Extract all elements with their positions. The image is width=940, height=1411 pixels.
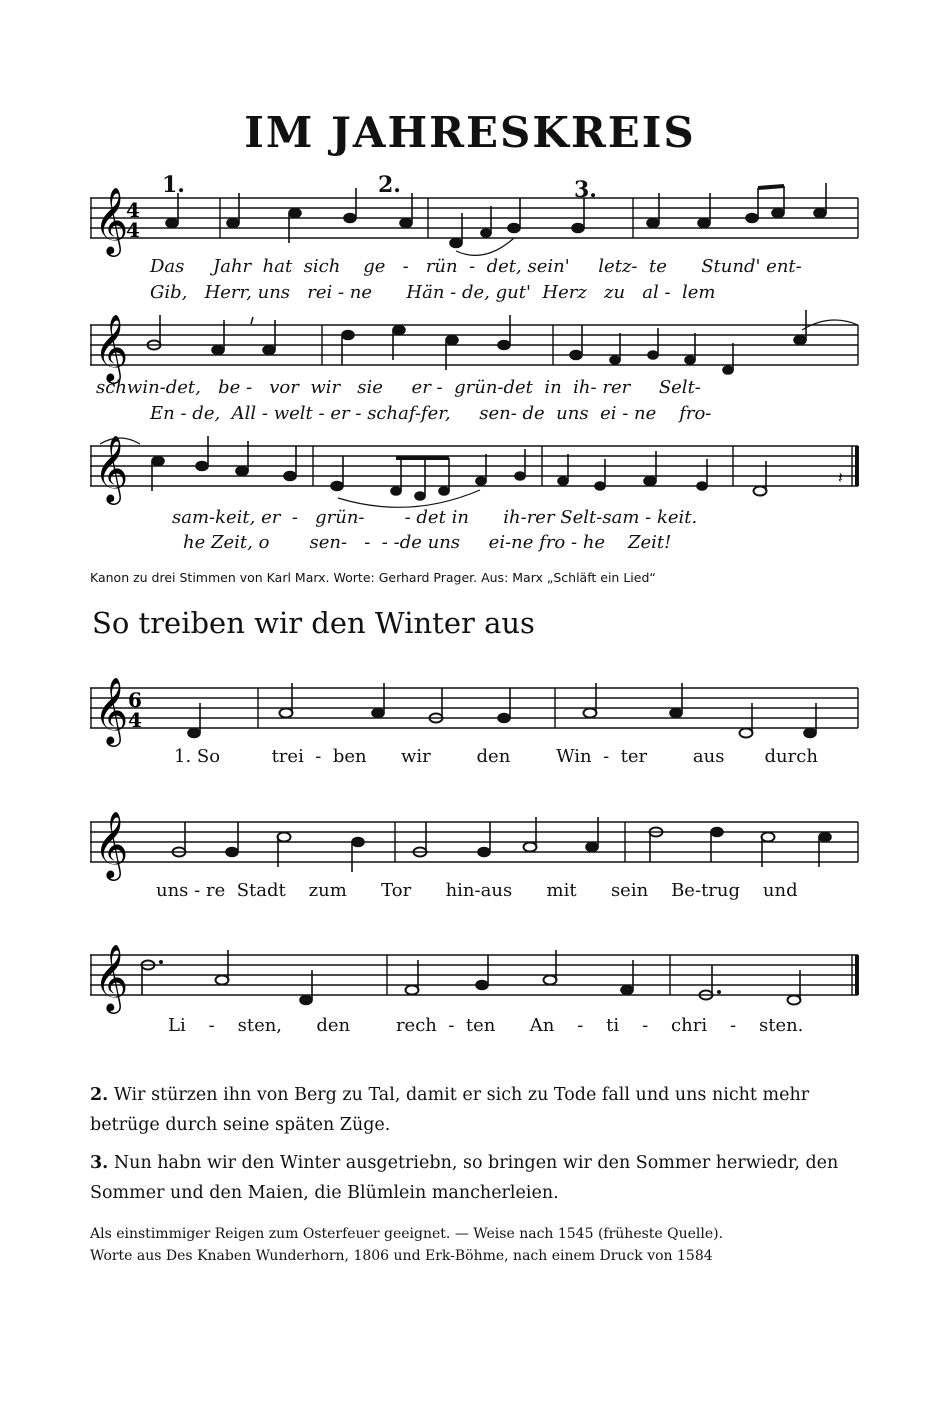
lyric: sich	[303, 256, 341, 277]
lyric: te	[648, 256, 667, 277]
lyric: re	[206, 880, 226, 901]
lyric: sie	[357, 377, 383, 398]
lyric: mit	[546, 880, 577, 901]
lyric: ti	[606, 1015, 620, 1036]
lyric: Selt-sam	[560, 507, 640, 528]
lyric: Tor	[381, 880, 412, 901]
song1-credit: Kanon zu drei Stimmen von Karl Marx. Worte: Gerhard Prager. Aus: Marx „Schläft ein Lied“	[90, 570, 656, 585]
lyric: ben	[332, 746, 367, 767]
treble-clef-icon: 𝄞	[94, 434, 129, 502]
lyric: -	[645, 507, 652, 528]
lyric: det,	[486, 256, 522, 277]
lyric: -	[208, 1015, 215, 1036]
lyric: er	[330, 403, 350, 424]
treble-clef-icon: 𝄞	[94, 313, 129, 381]
lyric: keit.	[656, 507, 698, 528]
lyric: sein'	[527, 256, 570, 277]
lyric: -	[364, 532, 371, 553]
lyric: de,	[461, 282, 490, 303]
lyric: ne	[349, 282, 373, 303]
lyric: uns	[427, 532, 461, 553]
lyric: al	[642, 282, 659, 303]
song2-title: So treiben wir den Winter aus	[92, 606, 535, 640]
lyric: All	[231, 403, 257, 424]
song1-staff-1	[90, 186, 860, 254]
lyric: wir	[310, 377, 341, 398]
lyric: ne	[634, 403, 657, 424]
lyric: -	[571, 532, 578, 553]
verse-number: 2.	[90, 1085, 109, 1105]
lyric: ter	[620, 746, 648, 767]
song1-staff-2	[90, 313, 860, 381]
lyric: de,	[192, 403, 221, 424]
lyric: be	[218, 377, 241, 398]
lyric: he	[183, 532, 206, 553]
lyric: -	[194, 880, 201, 901]
rest-icon: 𝄽	[838, 468, 843, 487]
lyric: Li	[168, 1015, 186, 1036]
lyric: hin	[445, 880, 475, 901]
lyric: -	[381, 532, 388, 553]
song2-lyrics-1	[174, 746, 818, 767]
lyric: grün-	[315, 507, 365, 528]
canon-mark-1: 1.	[162, 172, 185, 198]
lyric: rech	[395, 1015, 437, 1036]
lyric: gut'	[495, 282, 531, 303]
staff-lines	[90, 676, 860, 744]
lyric: Herr,	[204, 282, 252, 303]
lyric: fro-	[679, 403, 712, 424]
lyric: -de	[393, 532, 422, 553]
lyric: sen-	[309, 532, 348, 553]
lyric: -	[315, 746, 322, 767]
verse-number: 3.	[90, 1153, 109, 1173]
song1-lyrics-3-v1	[172, 507, 697, 528]
lyric: de	[522, 403, 545, 424]
lyric: sein	[610, 880, 649, 901]
lyric: und	[762, 880, 798, 901]
song1-lyrics-3-v2	[183, 532, 671, 553]
lyric: ten	[465, 1015, 496, 1036]
lyric: durch	[764, 746, 818, 767]
lyric: ih-rer	[503, 507, 555, 528]
lyric: o	[258, 532, 270, 553]
lyric: ih-	[573, 377, 597, 398]
staff-lines	[90, 313, 860, 381]
lyric: sten,	[237, 1015, 283, 1036]
lyric: En	[150, 403, 175, 424]
time-sig-bottom: 4	[126, 218, 140, 242]
lyric: zum	[308, 880, 347, 901]
time-sig-top: 6	[128, 688, 142, 712]
footnote-line-2: Worte aus Des Knaben Wunderhorn, 1806 und Erk-Böhme, nach einem Druck von 1584	[90, 1248, 713, 1264]
lyric: Das	[150, 256, 185, 277]
lyric: den	[476, 746, 511, 767]
lyric: chri	[671, 1015, 708, 1036]
treble-clef-icon: 𝄞	[94, 810, 129, 878]
song1-staff-3	[90, 434, 860, 502]
lyric: -	[436, 377, 443, 398]
staff-lines	[90, 434, 860, 502]
song2-lyrics-2	[156, 880, 798, 901]
lyric: ge	[363, 256, 386, 277]
lyric: Jahr	[213, 256, 252, 277]
lyric: aus	[692, 746, 725, 767]
lyric: Be	[671, 880, 695, 901]
verse-3	[90, 1148, 870, 1208]
page-title: IM JAHRESKREIS	[244, 108, 696, 157]
lyric: -	[577, 1015, 584, 1036]
song2-staff-2	[90, 810, 860, 878]
lyric: -	[404, 507, 411, 528]
lyric: 1. So	[174, 746, 221, 767]
lyric: -	[291, 507, 298, 528]
lyric: uns	[156, 880, 189, 901]
lyric: in	[451, 507, 469, 528]
lyric: ei-ne	[488, 532, 534, 553]
song2-staff-1	[90, 676, 860, 744]
lyric: det	[416, 507, 446, 528]
lyric: rer	[602, 377, 631, 398]
lyric: -	[729, 1015, 737, 1036]
song1-lyrics-1-v1	[150, 256, 802, 277]
lyric: Stund'	[701, 256, 761, 277]
treble-clef-icon: 𝄞	[94, 943, 129, 1011]
lyric: -	[664, 282, 671, 303]
lyric: sen-	[479, 403, 517, 424]
lyric: Zeit,	[210, 532, 253, 553]
lyric: lem	[682, 282, 716, 303]
lyric: -	[450, 282, 457, 303]
lyric: An	[529, 1015, 555, 1036]
lyric: letz-	[598, 256, 638, 277]
lyric: Stadt	[236, 880, 286, 901]
time-sig-bottom: 4	[128, 708, 142, 732]
song2-lyrics-3	[168, 1015, 803, 1036]
lyric: Gib,	[150, 282, 188, 303]
lyric: grün-det	[454, 377, 533, 398]
verse-text: Wir stürzen ihn von Berg zu Tal, damit er sich zu Tode fall und uns nicht mehr betrüge durch seine späten Züge.	[90, 1085, 810, 1135]
lyric: ei	[600, 403, 617, 424]
lyric: zu	[603, 282, 626, 303]
verse-2	[90, 1080, 870, 1140]
lyric: Herz	[542, 282, 587, 303]
lyric: vor	[269, 377, 299, 398]
lyric: -	[469, 256, 476, 277]
lyric: er	[261, 507, 281, 528]
lyric: Selt-	[658, 377, 701, 398]
lyric: Hän	[406, 282, 445, 303]
lyric: -	[337, 282, 345, 303]
lyric: rün	[425, 256, 458, 277]
canon-mark-2: 2.	[378, 172, 401, 198]
lyric: den	[316, 1015, 351, 1036]
lyric: fro	[539, 532, 566, 553]
lyric: in	[544, 377, 562, 398]
song2-staff-3	[90, 943, 860, 1011]
verse-text: Nun habn wir den Winter ausgetriebn, so bringen wir den Sommer herwiedr, den Sommer und den Maien, die Blümlein mancherleien.	[90, 1153, 839, 1203]
lyric: -	[355, 403, 362, 424]
staff-lines	[90, 810, 860, 878]
lyric: uns	[556, 403, 589, 424]
time-sig-top: 4	[126, 198, 140, 222]
lyric: rei	[307, 282, 333, 303]
lyric: -	[622, 403, 629, 424]
lyric: schaf-fer,	[367, 403, 451, 424]
lyric: -	[448, 1015, 455, 1036]
song1-lyrics-2-v2	[150, 403, 711, 424]
lyric: -	[642, 1015, 649, 1036]
lyric: er	[411, 377, 431, 398]
treble-clef-icon: 𝄞	[94, 186, 129, 254]
lyric: he	[582, 532, 606, 553]
lyric: -	[180, 403, 187, 424]
staff-lines	[90, 186, 860, 254]
lyric: -	[603, 746, 610, 767]
lyric: wir	[400, 746, 431, 767]
lyric: -	[245, 377, 253, 398]
lyric: uns	[257, 282, 291, 303]
song1-lyrics-2-v1	[96, 377, 701, 398]
lyric: sam-keit,	[172, 507, 256, 528]
lyric: ent-	[766, 256, 802, 277]
lyric: trei	[271, 746, 304, 767]
lyric: trug	[701, 880, 741, 901]
canon-mark-3: 3.	[574, 177, 597, 203]
staff-lines	[90, 943, 860, 1011]
lyric: sten.	[758, 1015, 804, 1036]
lyric: Zeit!	[627, 532, 672, 553]
lyric: aus	[480, 880, 513, 901]
lyric: -	[694, 880, 702, 901]
lyric: schwin-det,	[96, 377, 201, 398]
lyric: -	[318, 403, 325, 424]
song1-lyrics-1-v2	[150, 282, 716, 303]
lyric: welt	[273, 403, 313, 424]
lyric: hat	[262, 256, 293, 277]
lyric: -	[261, 403, 268, 424]
treble-clef-icon: 𝄞	[94, 676, 129, 744]
lyric: -	[474, 880, 481, 901]
lyric: -	[402, 256, 409, 277]
lyric: Win	[556, 746, 592, 767]
footnote-line-1: Als einstimmiger Reigen zum Osterfeuer geeignet. — Weise nach 1545 (früheste Quelle).	[90, 1226, 724, 1242]
